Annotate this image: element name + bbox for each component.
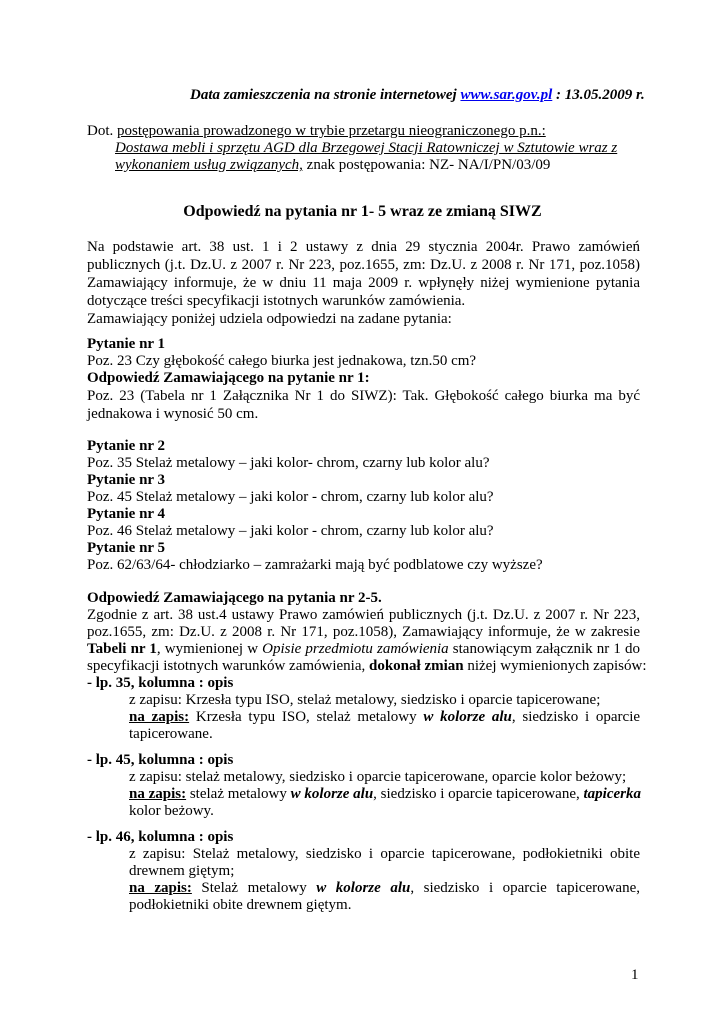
- table-ref: Tabeli nr 1: [87, 641, 157, 657]
- answer-2-5-line-3: [87, 641, 640, 658]
- description-ref: Opisie przedmiotu zamówienia: [262, 641, 449, 657]
- lp46-from: [129, 846, 640, 863]
- intro-line-3: Zamawiający informuje, że w dniu 11 maja 2009 r. wpłynęły niżej wymienione pytania: [87, 275, 640, 291]
- subject-line-1: [87, 123, 640, 140]
- question-5-heading: Pytanie nr 5: [87, 540, 166, 556]
- intro-line-1: Na podstawie art. 38 ust. 1 i 2 ustawy z dnia 29 stycznia 2004r. Prawo zamówień: [87, 239, 640, 255]
- to-label: na zapis:: [129, 880, 192, 896]
- lp45-upholstery: tapicerka: [583, 786, 641, 802]
- question-1-text: Poz. 23 Czy głębokość całego biurka jest jednakowa, tzn.50 cm?: [87, 353, 477, 369]
- lp35-heading: - lp. 35, kolumna : opis: [87, 675, 234, 691]
- question-4-heading: Pytanie nr 4: [87, 506, 166, 522]
- lp46-to-end: , siedzisko i oparcie tapicerowane,: [410, 880, 641, 896]
- color-alu: w kolorze alu: [290, 786, 374, 802]
- publication-date: : 13.05.2009 r.: [556, 87, 645, 103]
- document-title: Odpowiedź na pytania nr 1- 5 wraz ze zmianą SIWZ: [183, 203, 542, 220]
- color-alu: w kolorze alu: [316, 880, 411, 896]
- question-4-text: Poz. 46 Stelaż metalowy – jaki kolor - chrom, czarny lub kolor alu?: [87, 523, 494, 539]
- publication-label: Data zamieszczenia na stronie internetowej: [190, 87, 457, 103]
- lp35-to-line-2: tapicerowane.: [129, 726, 213, 742]
- answer-2-5-heading: Odpowiedź Zamawiającego na pytania nr 2-5.: [87, 590, 382, 606]
- subject-procedure: postępowania prowadzonego w trybie przetargu nieograniczonego p.n.:: [117, 123, 546, 139]
- website-link[interactable]: www.sar.gov.pl: [460, 87, 553, 103]
- question-2-text: Poz. 35 Stelaż metalowy – jaki kolor- chrom, czarny lub kolor alu?: [87, 455, 490, 471]
- changes-made: dokonał zmian: [369, 658, 464, 674]
- to-label: na zapis:: [129, 709, 190, 725]
- subject-services: wykonaniem usług związanych,: [115, 157, 303, 173]
- answer-2-5-line-2: poz.1655, zm: Dz.U. z 2008 r. Nr 171, poz.1058), Zamawiający informuje, że w zakresie: [87, 624, 640, 640]
- answer-1-line-1: Poz. 23 (Tabela nr 1 Załącznika Nr 1 do SIWZ): Tak. Głębokość całego biurka ma być: [87, 388, 640, 404]
- subject-reference: znak postępowania: NZ- NA/I/PN/03/09: [306, 157, 551, 173]
- lp45-heading: - lp. 45, kolumna : opis: [87, 752, 234, 768]
- lp35-from: [129, 692, 640, 709]
- question-3-text: Poz. 45 Stelaż metalowy – jaki kolor - chrom, czarny lub kolor alu?: [87, 489, 494, 505]
- lp46-heading: - lp. 46, kolumna : opis: [87, 829, 234, 845]
- lp46-to: [129, 880, 640, 897]
- answer-1-line-2: jednakowa i wynosić 50 cm.: [87, 406, 259, 422]
- intro-line-5: Zamawiający poniżej udziela odpowiedzi na zadane pytania:: [87, 311, 452, 327]
- answer-2-5-line-4: [87, 658, 647, 675]
- table-ref-text: , wymienionej w: [156, 641, 259, 657]
- lp45-to-line-2: kolor beżowy.: [129, 803, 214, 819]
- subject-line-2: Dostawa mebli i sprzętu AGD dla Brzegowej Stacji Ratowniczej w Sztutowie wraz z: [115, 140, 618, 156]
- page-number: 1: [631, 967, 639, 983]
- intro-line-4: dotyczące treści specyfikacji istotnych warunków zamówienia.: [87, 293, 466, 309]
- subject-prefix: Dot.: [87, 123, 114, 139]
- lp45-to: [129, 786, 640, 803]
- lp46-from-line-2: drewnem giętym;: [129, 863, 235, 879]
- lp35-to-start: Krzesła typu ISO, stelaż metalowy: [195, 709, 417, 725]
- spec-ref: specyfikacji istotnych warunków zamówienia,: [87, 658, 366, 674]
- publication-line: [190, 87, 645, 104]
- changes-intro: niżej wymienionych zapisów:: [467, 658, 647, 674]
- from-label: z zapisu:: [129, 846, 186, 862]
- subject-line-3: [115, 157, 668, 174]
- from-label: z zapisu:: [129, 692, 182, 708]
- answer-1-heading: Odpowiedź Zamawiającego na pytanie nr 1:: [87, 370, 370, 386]
- to-label: na zapis:: [129, 786, 187, 802]
- attachment-ref: stanowiącym załącznik nr 1 do: [452, 641, 640, 657]
- lp45-from-text: stelaż metalowy, siedzisko i oparcie tapicerowane, oparcie kolor beżowy;: [185, 769, 627, 785]
- question-2-heading: Pytanie nr 2: [87, 438, 166, 454]
- lp45-from: [129, 769, 640, 786]
- question-5-text: Poz. 62/63/64- chłodziarko – zamrażarki mają być podblatowe czy wyższe?: [87, 557, 543, 573]
- question-1-heading: Pytanie nr 1: [87, 336, 166, 352]
- lp46-to-start: Stelaż metalowy: [201, 880, 307, 896]
- color-alu: w kolorze alu: [423, 709, 512, 725]
- question-3-heading: Pytanie nr 3: [87, 472, 166, 488]
- lp35-to: [129, 709, 640, 726]
- lp45-to-start: stelaż metalowy: [189, 786, 287, 802]
- intro-line-2: publicznych (j.t. Dz.U. z 2007 r. Nr 223, poz.1655, zm: Dz.U. z 2008 r. Nr 171, poz.1058): [87, 257, 640, 273]
- answer-2-5-line-1: Zgodnie z art. 38 ust.4 ustawy Prawo zamówień publicznych (j.t. Dz.U. z 2007 r. Nr 223,: [87, 607, 640, 623]
- from-label: z zapisu:: [129, 769, 182, 785]
- lp45-to-mid: , siedzisko i oparcie tapicerowane,: [373, 786, 580, 802]
- lp46-from-text: Stelaż metalowy, siedzisko i oparcie tapicerowane, podłokietniki obite: [192, 846, 640, 862]
- lp46-to-line-2: podłokietniki obite drewnem giętym.: [129, 897, 352, 913]
- lp35-from-text: Krzesła typu ISO, stelaż metalowy, siedzisko i oparcie tapicerowane;: [185, 692, 601, 708]
- lp35-to-end: , siedzisko i oparcie: [511, 709, 641, 725]
